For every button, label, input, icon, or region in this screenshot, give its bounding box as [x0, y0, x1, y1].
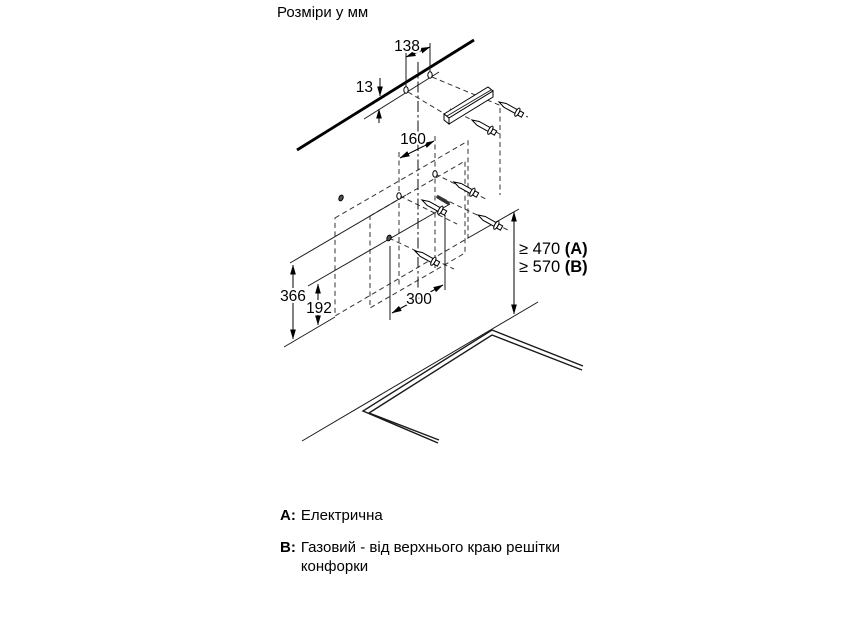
dimension-label: 366 — [280, 288, 306, 305]
page-title: Розміри у мм — [277, 4, 369, 21]
hole — [404, 87, 408, 93]
legend-item-a — [280, 506, 383, 525]
hood-outline-dashed — [335, 136, 468, 316]
hole-plug — [386, 234, 392, 241]
hole — [397, 193, 401, 199]
legend-key-a: A: — [280, 507, 296, 524]
screw-icon — [413, 247, 441, 268]
hole-plug — [338, 194, 344, 201]
dimension-160 — [400, 131, 434, 158]
legend-item-b — [280, 538, 569, 576]
screw-icon — [497, 98, 525, 119]
hole — [428, 72, 432, 78]
dimension-192 — [306, 284, 332, 325]
dimension-clearance — [514, 212, 588, 314]
legend-text-b: Газовий - від верхнього краю решітки конфорки — [300, 539, 561, 575]
screw-icon — [452, 178, 480, 199]
dimension-label: 300 — [406, 291, 432, 308]
dimension-366 — [280, 265, 306, 339]
drill-holes — [338, 72, 437, 242]
installation-diagram — [270, 25, 605, 460]
clearance-b-label: ≥ 570 (B) — [519, 258, 588, 276]
hob-outline — [302, 302, 583, 443]
dimension-label: 160 — [400, 131, 426, 148]
screw-icon — [470, 116, 498, 137]
legend-text-a: Електрична — [300, 507, 383, 524]
legend-key-b: B: — [280, 539, 296, 556]
dimension-300 — [392, 285, 443, 313]
clearance-a-label: ≥ 470 (A) — [519, 240, 588, 258]
mounting-screws — [413, 98, 525, 268]
dimension-label: 138 — [394, 38, 420, 55]
dimension-label: 192 — [306, 300, 332, 317]
dimension-label: 13 — [355, 79, 373, 96]
screw-icon — [476, 211, 504, 232]
hole — [433, 171, 437, 177]
